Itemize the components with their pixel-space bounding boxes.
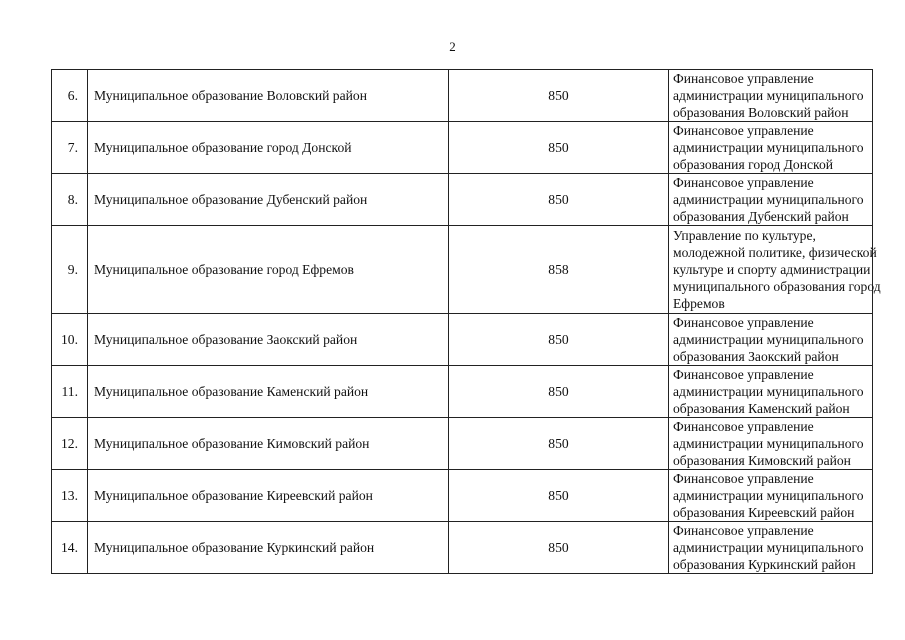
administrator-organization [669, 70, 873, 122]
budget-code: 850 [449, 522, 669, 574]
organization-line: молодежной политике, физической [673, 245, 877, 260]
organization-line: Финансовое управление [673, 419, 814, 434]
table-row [52, 70, 873, 122]
administrator-organization [669, 314, 873, 366]
organization-line: администрации муниципального [673, 540, 864, 555]
budget-code: 850 [449, 418, 669, 470]
budget-code: 850 [449, 174, 669, 226]
table-body [52, 70, 881, 574]
organization-line: Ефремов [673, 296, 725, 311]
organization-line: Финансовое управление [673, 471, 814, 486]
municipality-name: Муниципальное образование Воловский район [88, 70, 449, 122]
budget-code: 850 [449, 70, 669, 122]
budget-code: 850 [449, 122, 669, 174]
organization-line: образования город Донской [673, 157, 834, 172]
organization-line: образования Куркинский район [673, 557, 856, 572]
row-number: 13. [52, 470, 88, 522]
row-number: 14. [52, 522, 88, 574]
municipality-name: Муниципальное образование Кимовский район [88, 418, 449, 470]
organization-line: образования Заокский район [673, 349, 839, 364]
organization-line: Финансовое управление [673, 315, 814, 330]
table-row [52, 174, 873, 226]
administrator-organization [669, 226, 881, 314]
municipality-name: Муниципальное образование Куркинский район [88, 522, 449, 574]
organization-line: администрации муниципального [673, 436, 864, 451]
row-number: 7. [52, 122, 88, 174]
organization-line: образования Киреевский район [673, 505, 855, 520]
organization-line: Финансовое управление [673, 523, 814, 538]
organization-line: образования Каменский район [673, 401, 850, 416]
organization-line: Финансовое управление [673, 175, 814, 190]
budget-code: 858 [449, 226, 669, 314]
municipality-name: Муниципальное образование город Донской [88, 122, 449, 174]
administrator-organization [669, 418, 873, 470]
organization-line: администрации муниципального [673, 88, 864, 103]
organization-line: администрации муниципального [673, 384, 864, 399]
administrator-organization [669, 470, 873, 522]
administrator-organization [669, 174, 873, 226]
row-number: 12. [52, 418, 88, 470]
organization-line: Управление по культуре, [673, 228, 816, 243]
table-row [52, 122, 873, 174]
organization-line: Финансовое управление [673, 123, 814, 138]
row-number: 11. [52, 366, 88, 418]
page-number: 2 [449, 39, 456, 54]
row-number: 10. [52, 314, 88, 366]
table-row [52, 226, 873, 314]
row-number: 6. [52, 70, 88, 122]
administrator-organization [669, 366, 873, 418]
organization-line: культуре и спорту администрации [673, 262, 871, 277]
organization-line: образования Кимовский район [673, 453, 851, 468]
organization-line: администрации муниципального [673, 140, 864, 155]
organization-line: муниципального образования город [673, 279, 881, 294]
organization-line: образования Воловский район [673, 105, 849, 120]
budget-code: 850 [449, 314, 669, 366]
table-row [52, 522, 873, 574]
organization-line: Финансовое управление [673, 71, 814, 86]
municipality-name: Муниципальное образование город Ефремов [88, 226, 449, 314]
organization-line: администрации муниципального [673, 192, 864, 207]
budget-code: 850 [449, 366, 669, 418]
table-row [52, 470, 873, 522]
organization-line: образования Дубенский район [673, 209, 849, 224]
organization-line: администрации муниципального [673, 488, 864, 503]
organization-line: Финансовое управление [673, 367, 814, 382]
municipal-table [51, 69, 881, 574]
municipality-name: Муниципальное образование Заокский район [88, 314, 449, 366]
table-row [52, 418, 873, 470]
municipality-name: Муниципальное образование Киреевский район [88, 470, 449, 522]
municipality-name: Муниципальное образование Каменский район [88, 366, 449, 418]
administrator-organization [669, 522, 873, 574]
budget-code: 850 [449, 470, 669, 522]
row-number: 8. [52, 174, 88, 226]
municipality-name: Муниципальное образование Дубенский район [88, 174, 449, 226]
table-row [52, 314, 873, 366]
row-number: 9. [52, 226, 88, 314]
table-row [52, 366, 873, 418]
organization-line: администрации муниципального [673, 332, 864, 347]
administrator-organization [669, 122, 873, 174]
